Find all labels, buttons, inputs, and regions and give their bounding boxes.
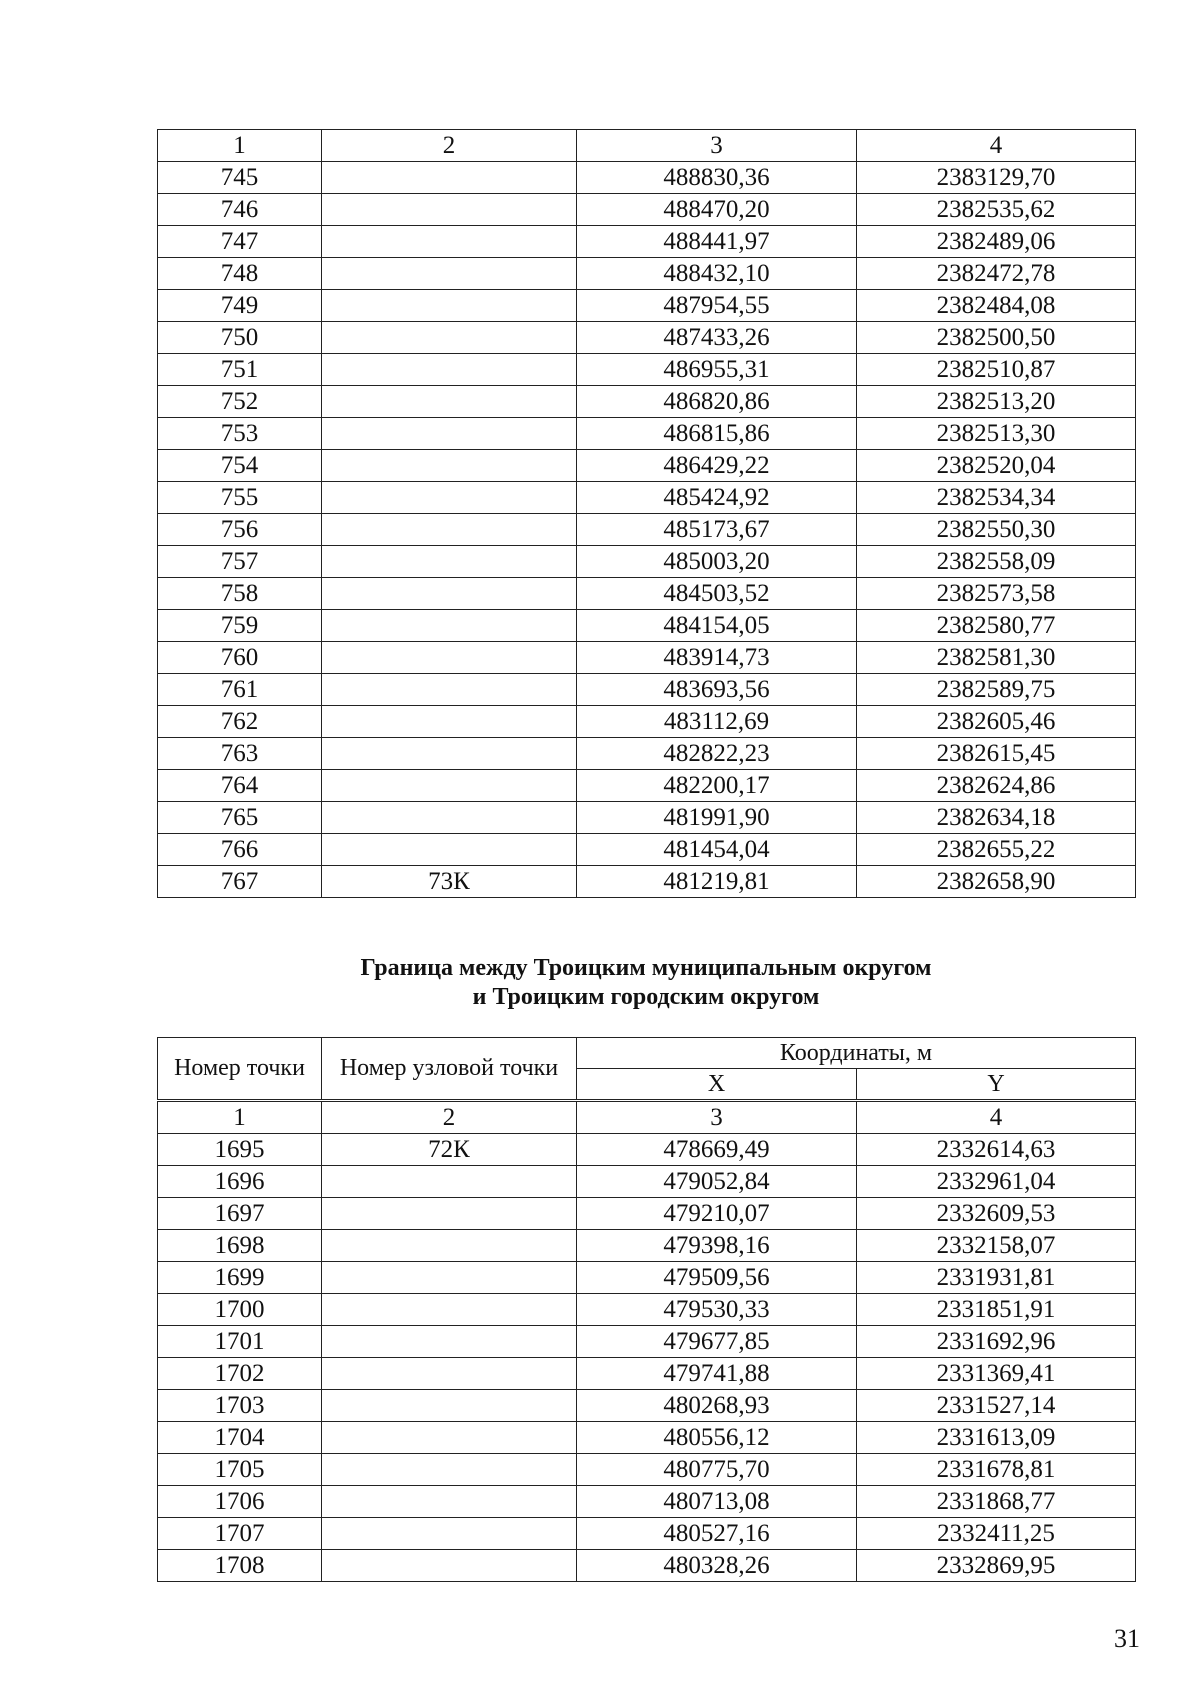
x-coordinate-cell: 486955,31 [577, 354, 857, 386]
point-number-cell: 1703 [158, 1390, 322, 1422]
x-coordinate-cell: 488830,36 [577, 162, 857, 194]
table-row [158, 1518, 1136, 1550]
table-row [158, 194, 1136, 226]
node-number-cell: 72К [322, 1134, 577, 1166]
node-number-cell [322, 1550, 577, 1582]
x-coordinate-cell: 483112,69 [577, 706, 857, 738]
point-number-cell: 1706 [158, 1486, 322, 1518]
node-number-cell [322, 1390, 577, 1422]
column-number: 1 [158, 1101, 322, 1134]
y-coordinate-cell: 2382550,30 [857, 514, 1136, 546]
x-coordinate-cell: 480328,26 [577, 1550, 857, 1582]
x-coordinate-cell: 487433,26 [577, 322, 857, 354]
y-coordinate-cell: 2331678,81 [857, 1454, 1136, 1486]
point-number-cell: 745 [158, 162, 322, 194]
point-number-cell: 762 [158, 706, 322, 738]
table-row [158, 802, 1136, 834]
point-number-cell: 1707 [158, 1518, 322, 1550]
point-number-cell: 1697 [158, 1198, 322, 1230]
point-number-cell: 1695 [158, 1134, 322, 1166]
x-coordinate-cell: 485003,20 [577, 546, 857, 578]
column-number: 3 [577, 1101, 857, 1134]
x-coordinate-cell: 481454,04 [577, 834, 857, 866]
x-coordinate-cell: 483914,73 [577, 642, 857, 674]
x-coordinate-cell: 483693,56 [577, 674, 857, 706]
table-row [158, 1358, 1136, 1390]
table-row [158, 290, 1136, 322]
node-number-cell [322, 418, 577, 450]
y-coordinate-cell: 2332609,53 [857, 1198, 1136, 1230]
x-header: X [577, 1069, 857, 1101]
y-coordinate-cell: 2382615,45 [857, 738, 1136, 770]
table-row [158, 322, 1136, 354]
node-number-cell [322, 322, 577, 354]
node-number-cell [322, 1230, 577, 1262]
x-coordinate-cell: 480775,70 [577, 1454, 857, 1486]
point-number-cell: 759 [158, 610, 322, 642]
node-number-header: Номер узловой точки [322, 1038, 577, 1101]
table-row [158, 578, 1136, 610]
node-number-cell [322, 1486, 577, 1518]
point-number-cell: 758 [158, 578, 322, 610]
point-number-cell: 746 [158, 194, 322, 226]
table-row [158, 1230, 1136, 1262]
x-coordinate-cell: 486429,22 [577, 450, 857, 482]
y-coordinate-cell: 2382589,75 [857, 674, 1136, 706]
y-coordinate-cell: 2382558,09 [857, 546, 1136, 578]
y-coordinate-cell: 2382500,50 [857, 322, 1136, 354]
table-row [158, 674, 1136, 706]
y-coordinate-cell: 2382520,04 [857, 450, 1136, 482]
node-number-cell [322, 1422, 577, 1454]
point-number-cell: 755 [158, 482, 322, 514]
point-number-cell: 761 [158, 674, 322, 706]
point-number-cell: 748 [158, 258, 322, 290]
node-number-cell [322, 1262, 577, 1294]
y-coordinate-cell: 2332411,25 [857, 1518, 1136, 1550]
y-coordinate-cell: 2382513,20 [857, 386, 1136, 418]
node-number-cell [322, 354, 577, 386]
x-coordinate-cell: 484154,05 [577, 610, 857, 642]
table-row [158, 738, 1136, 770]
y-coordinate-cell: 2331369,41 [857, 1358, 1136, 1390]
x-coordinate-cell: 485173,67 [577, 514, 857, 546]
table-row [158, 1550, 1136, 1582]
point-number-cell: 1700 [158, 1294, 322, 1326]
column-number-row [158, 130, 1136, 162]
point-number-cell: 766 [158, 834, 322, 866]
table-row [158, 514, 1136, 546]
x-coordinate-cell: 488441,97 [577, 226, 857, 258]
table-row [158, 546, 1136, 578]
table-row [158, 418, 1136, 450]
y-coordinate-cell: 2382573,58 [857, 578, 1136, 610]
point-number-cell: 1701 [158, 1326, 322, 1358]
node-number-cell [322, 578, 577, 610]
table-row [158, 1390, 1136, 1422]
node-number-cell [322, 674, 577, 706]
y-coordinate-cell: 2331613,09 [857, 1422, 1136, 1454]
point-number-cell: 760 [158, 642, 322, 674]
point-number-cell: 754 [158, 450, 322, 482]
table-row [158, 866, 1136, 898]
x-coordinate-cell: 482822,23 [577, 738, 857, 770]
table-row [158, 834, 1136, 866]
table-row [158, 1134, 1136, 1166]
x-coordinate-cell: 480713,08 [577, 1486, 857, 1518]
y-coordinate-cell: 2332614,63 [857, 1134, 1136, 1166]
node-number-cell [322, 482, 577, 514]
x-coordinate-cell: 480268,93 [577, 1390, 857, 1422]
node-number-cell [322, 1454, 577, 1486]
point-number-cell: 1698 [158, 1230, 322, 1262]
y-coordinate-cell: 2332158,07 [857, 1230, 1136, 1262]
table-row [158, 1294, 1136, 1326]
table-row [158, 1166, 1136, 1198]
node-number-cell [322, 162, 577, 194]
x-coordinate-cell: 481219,81 [577, 866, 857, 898]
node-number-cell [322, 1518, 577, 1550]
y-coordinate-cell: 2332961,04 [857, 1166, 1136, 1198]
x-coordinate-cell: 479530,33 [577, 1294, 857, 1326]
point-number-cell: 1705 [158, 1454, 322, 1486]
header-row [158, 1038, 1136, 1069]
table1-body [158, 162, 1136, 898]
column-number: 2 [322, 1101, 577, 1134]
table-row [158, 354, 1136, 386]
y-coordinate-cell: 2383129,70 [857, 162, 1136, 194]
point-number-cell: 1708 [158, 1550, 322, 1582]
y-coordinate-cell: 2331527,14 [857, 1390, 1136, 1422]
node-number-cell [322, 450, 577, 482]
point-number-cell: 752 [158, 386, 322, 418]
point-number-cell: 1702 [158, 1358, 322, 1390]
table-row [158, 226, 1136, 258]
point-number-cell: 763 [158, 738, 322, 770]
node-number-cell [322, 1166, 577, 1198]
table-row [158, 1326, 1136, 1358]
point-number-cell: 765 [158, 802, 322, 834]
x-coordinate-cell: 478669,49 [577, 1134, 857, 1166]
node-number-cell [322, 738, 577, 770]
y-coordinate-cell: 2382658,90 [857, 866, 1136, 898]
section-title-line2: и Троицким городским округом [472, 984, 820, 1010]
table-row [158, 770, 1136, 802]
x-coordinate-cell: 486820,86 [577, 386, 857, 418]
y-coordinate-cell: 2382510,87 [857, 354, 1136, 386]
x-coordinate-cell: 479741,88 [577, 1358, 857, 1390]
table2-body [158, 1134, 1136, 1582]
x-coordinate-cell: 480556,12 [577, 1422, 857, 1454]
table-row [158, 386, 1136, 418]
point-number-cell: 750 [158, 322, 322, 354]
table-row [158, 1422, 1136, 1454]
table-row [158, 642, 1136, 674]
page-number: 31 [1114, 1624, 1140, 1653]
point-number-cell: 1699 [158, 1262, 322, 1294]
x-coordinate-cell: 488432,10 [577, 258, 857, 290]
table-row [158, 162, 1136, 194]
table-row [158, 1198, 1136, 1230]
node-number-cell [322, 386, 577, 418]
section-title-line1: Граница между Троицким муниципальным округом [360, 955, 932, 981]
x-coordinate-cell: 480527,16 [577, 1518, 857, 1550]
y-coordinate-cell: 2382655,22 [857, 834, 1136, 866]
node-number-cell [322, 546, 577, 578]
point-number-cell: 747 [158, 226, 322, 258]
table-row [158, 610, 1136, 642]
node-number-cell [322, 1294, 577, 1326]
node-number-cell [322, 834, 577, 866]
y-coordinate-cell: 2331851,91 [857, 1294, 1136, 1326]
x-coordinate-cell: 484503,52 [577, 578, 857, 610]
y-coordinate-cell: 2382634,18 [857, 802, 1136, 834]
x-coordinate-cell: 479398,16 [577, 1230, 857, 1262]
node-number-cell [322, 258, 577, 290]
table-row [158, 450, 1136, 482]
x-coordinate-cell: 485424,92 [577, 482, 857, 514]
y-coordinate-cell: 2331931,81 [857, 1262, 1136, 1294]
coordinates-table-continued [157, 129, 1136, 898]
x-coordinate-cell: 487954,55 [577, 290, 857, 322]
node-number-cell [322, 290, 577, 322]
x-coordinate-cell: 479509,56 [577, 1262, 857, 1294]
y-coordinate-cell: 2382472,78 [857, 258, 1136, 290]
y-coordinate-cell: 2382605,46 [857, 706, 1136, 738]
point-number-cell: 757 [158, 546, 322, 578]
x-coordinate-cell: 479677,85 [577, 1326, 857, 1358]
point-number-cell: 749 [158, 290, 322, 322]
x-coordinate-cell: 479210,07 [577, 1198, 857, 1230]
column-number: 1 [158, 130, 322, 162]
x-coordinate-cell: 488470,20 [577, 194, 857, 226]
table-row [158, 1454, 1136, 1486]
node-number-cell [322, 610, 577, 642]
x-coordinate-cell: 486815,86 [577, 418, 857, 450]
node-number-cell [322, 802, 577, 834]
y-coordinate-cell: 2382580,77 [857, 610, 1136, 642]
point-number-cell: 753 [158, 418, 322, 450]
y-coordinate-cell: 2382534,34 [857, 482, 1136, 514]
y-coordinate-cell: 2382489,06 [857, 226, 1136, 258]
table-row [158, 706, 1136, 738]
table-row [158, 1262, 1136, 1294]
node-number-cell [322, 706, 577, 738]
column-number: 4 [857, 1101, 1136, 1134]
table-row [158, 258, 1136, 290]
x-coordinate-cell: 481991,90 [577, 802, 857, 834]
x-coordinate-cell: 479052,84 [577, 1166, 857, 1198]
node-number-cell: 73К [322, 866, 577, 898]
y-coordinate-cell: 2382513,30 [857, 418, 1136, 450]
coordinates-header: Координаты, м [577, 1038, 1136, 1069]
node-number-cell [322, 1198, 577, 1230]
node-number-cell [322, 514, 577, 546]
node-number-cell [322, 226, 577, 258]
point-number-cell: 764 [158, 770, 322, 802]
node-number-cell [322, 194, 577, 226]
point-number-cell: 1704 [158, 1422, 322, 1454]
y-coordinate-cell: 2382535,62 [857, 194, 1136, 226]
node-number-cell [322, 642, 577, 674]
node-number-cell [322, 1358, 577, 1390]
point-number-cell: 767 [158, 866, 322, 898]
node-number-cell [322, 770, 577, 802]
y-coordinate-cell: 2331692,96 [857, 1326, 1136, 1358]
node-number-cell [322, 1326, 577, 1358]
column-number: 4 [857, 130, 1136, 162]
y-coordinate-cell: 2382581,30 [857, 642, 1136, 674]
y-coordinate-cell: 2382484,08 [857, 290, 1136, 322]
point-number-cell: 751 [158, 354, 322, 386]
y-coordinate-cell: 2382624,86 [857, 770, 1136, 802]
point-number-header: Номер точки [158, 1038, 322, 1101]
y-header: Y [857, 1069, 1136, 1101]
point-number-cell: 756 [158, 514, 322, 546]
column-number: 2 [322, 130, 577, 162]
column-number: 3 [577, 130, 857, 162]
table-row [158, 1486, 1136, 1518]
point-number-cell: 1696 [158, 1166, 322, 1198]
y-coordinate-cell: 2332869,95 [857, 1550, 1136, 1582]
y-coordinate-cell: 2331868,77 [857, 1486, 1136, 1518]
x-coordinate-cell: 482200,17 [577, 770, 857, 802]
column-number-row [158, 1101, 1136, 1134]
table-row [158, 482, 1136, 514]
coordinates-table [157, 1037, 1136, 1582]
